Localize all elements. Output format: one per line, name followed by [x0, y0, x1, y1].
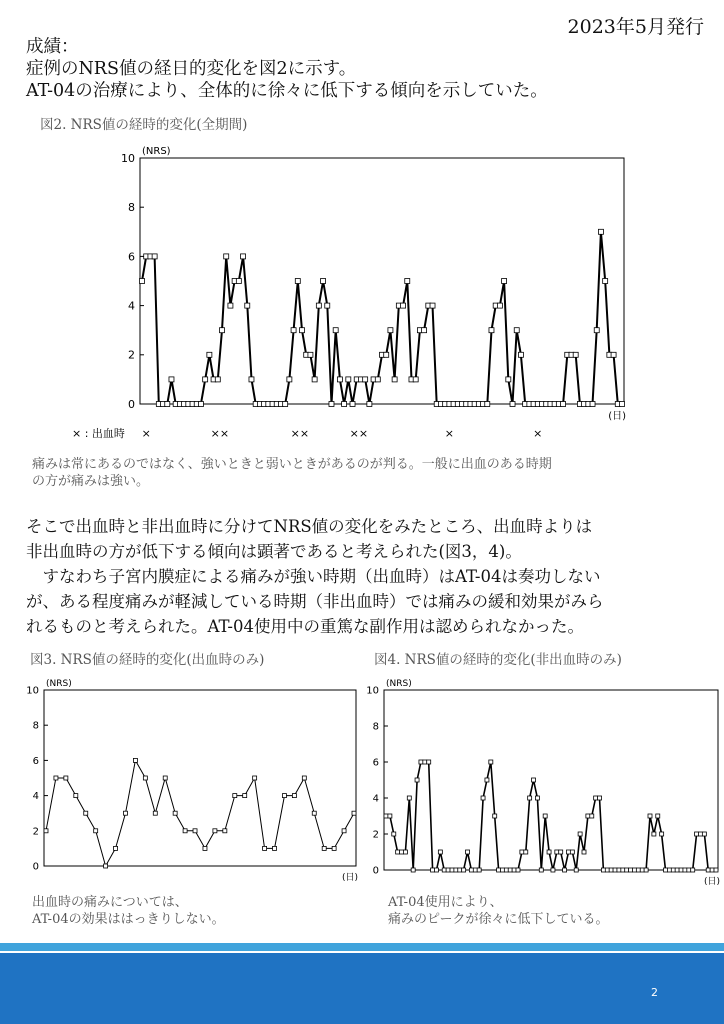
fig4-data-point	[516, 868, 520, 872]
fig3-note	[32, 894, 225, 928]
fig4-data-point	[598, 796, 602, 800]
fig2-data-point	[140, 279, 145, 284]
fig4-data-point	[407, 796, 411, 800]
fig4-data-point	[520, 850, 524, 854]
fig4-data-point	[559, 850, 563, 854]
fig2-data-point	[245, 303, 250, 308]
fig2-data-point	[598, 229, 603, 234]
fig4-data-point	[706, 868, 710, 872]
fig2-note-line: 痛みは常にあるのではなく、強いときと弱いときがあるのが判る。一般に出血のある時期	[32, 457, 552, 472]
fig2-data-point	[594, 328, 599, 333]
fig4-data-point	[450, 868, 454, 872]
fig2-data-point	[169, 377, 174, 382]
fig2-data-point	[413, 377, 418, 382]
fig3-data-point	[213, 829, 217, 833]
fig2-data-point	[489, 328, 494, 333]
fig4-data-point	[388, 814, 392, 818]
fig2-data-point	[350, 402, 355, 407]
fig3-data-point	[342, 829, 346, 833]
fig3-y-tick-label: 6	[32, 755, 39, 767]
fig4-title: 図4. NRS値の経時的変化(非出血時のみ)	[374, 652, 622, 668]
fig2-data-point	[506, 377, 511, 382]
results-heading: 成績：	[26, 37, 79, 57]
fig3-data-point	[292, 794, 296, 798]
fig4-data-point	[714, 868, 718, 872]
fig3-series-line	[46, 760, 354, 866]
fig2-data-point	[291, 328, 296, 333]
fig4-data-point	[508, 868, 512, 872]
fig3-data-point	[173, 811, 177, 815]
fig4-data-point	[667, 868, 671, 872]
fig3-data-point	[282, 794, 286, 798]
body-paragraph-line: れるものと考えられた。AT-04使用中の重篤な副作用は認められなかった。	[26, 617, 584, 636]
body-paragraph-line: そこで出血時と非出血時に分けてNRS値の変化をみたところ、出血時よりは	[26, 517, 593, 536]
bleeding-day-marker: ××	[210, 427, 230, 440]
fig4-data-point	[563, 868, 567, 872]
fig3-data-point	[352, 811, 356, 815]
fig2-data-point	[485, 402, 490, 407]
fig2-data-point	[367, 402, 372, 407]
fig2-note	[32, 456, 712, 490]
fig4-y-tick-label: 4	[372, 793, 379, 805]
intro-text	[26, 36, 548, 102]
fig4-data-point	[497, 868, 501, 872]
fig2-y-tick-label: 2	[128, 348, 135, 362]
footer-accent-line	[0, 943, 724, 951]
fig2-y-tick-label: 6	[128, 250, 135, 264]
fig4-data-point	[415, 778, 419, 782]
fig2-data-point	[236, 279, 241, 284]
fig4-data-point	[454, 868, 458, 872]
fig2-data-point	[203, 377, 208, 382]
fig2-data-point	[224, 254, 229, 259]
fig4-data-point	[566, 850, 570, 854]
bleeding-day-marker: ×	[533, 427, 543, 440]
fig4-data-point	[543, 814, 547, 818]
fig4-data-point	[512, 868, 516, 872]
fig4-data-point	[524, 850, 528, 854]
fig3-data-point	[54, 776, 58, 780]
fig2-y-tick-label: 4	[128, 299, 135, 313]
fig2-y-axis-label: (NRS)	[142, 146, 171, 157]
fig4-y-tick-label: 10	[366, 685, 379, 697]
fig2-data-point	[620, 402, 625, 407]
fig2-data-point	[152, 254, 157, 259]
fig2-data-point	[384, 352, 389, 357]
fig4-data-point	[578, 832, 582, 836]
page-number: 2	[651, 986, 658, 999]
fig4-data-point	[570, 850, 574, 854]
fig4-data-point	[698, 832, 702, 836]
fig4-data-point	[539, 868, 543, 872]
fig2-data-point	[316, 303, 321, 308]
fig4-x-axis-label: (日)	[703, 877, 720, 887]
fig3-data-point	[193, 829, 197, 833]
fig4-data-point	[485, 778, 489, 782]
fig4-data-point	[656, 814, 660, 818]
fig2-data-point	[321, 279, 326, 284]
fig2-data-point	[430, 303, 435, 308]
fig2-data-point	[337, 377, 342, 382]
fig4-data-point	[652, 832, 656, 836]
fig3-y-tick-label: 0	[32, 861, 39, 873]
fig2-plot-frame	[140, 158, 624, 404]
fig4-data-point	[489, 760, 493, 764]
fig3-data-point	[223, 829, 227, 833]
fig3-y-tick-label: 2	[32, 826, 39, 838]
fig2-data-point	[510, 402, 515, 407]
fig3-data-point	[302, 776, 306, 780]
fig4-data-point	[462, 868, 466, 872]
fig4-data-point	[586, 814, 590, 818]
bleeding-day-marker: ×	[444, 427, 454, 440]
fig4-data-point	[504, 868, 508, 872]
fig4-data-point	[442, 868, 446, 872]
fig4-chart	[364, 672, 724, 892]
fig4-data-point	[710, 868, 714, 872]
fig3-data-point	[332, 846, 336, 850]
fig4-data-point	[695, 832, 699, 836]
fig4-data-point	[582, 850, 586, 854]
fig2-data-point	[207, 352, 212, 357]
fig3-data-point	[273, 846, 277, 850]
fig4-data-point	[625, 868, 629, 872]
fig3-data-point	[163, 776, 167, 780]
fig3-data-point	[94, 829, 98, 833]
body-text	[26, 514, 706, 639]
fig4-data-point	[664, 868, 668, 872]
fig4-y-tick-label: 8	[372, 721, 379, 733]
fig2-data-point	[375, 377, 380, 382]
bleeding-day-marker: ×	[141, 427, 151, 440]
fig4-note-line: AT-04使用により、	[388, 895, 503, 910]
fig4-data-point	[621, 868, 625, 872]
fig2-data-point	[241, 254, 246, 259]
fig4-y-axis-label: (NRS)	[386, 679, 412, 689]
fig3-data-point	[243, 794, 247, 798]
fig4-data-point	[458, 868, 462, 872]
fig3-data-point	[203, 846, 207, 850]
fig4-note-line: 痛みのピークが徐々に低下している。	[388, 912, 609, 927]
fig2-data-point	[561, 402, 566, 407]
fig2-data-point	[300, 328, 305, 333]
fig3-data-point	[44, 829, 48, 833]
fig4-data-point	[400, 850, 404, 854]
fig4-plot-frame	[384, 690, 718, 870]
footer-bar	[0, 953, 724, 1024]
fig4-data-point	[594, 796, 598, 800]
fig2-chart	[0, 138, 724, 448]
fig2-data-point	[312, 377, 317, 382]
fig2-note-line: の方が痛みは強い。	[32, 474, 150, 489]
fig3-data-point	[64, 776, 68, 780]
fig4-data-point	[528, 796, 532, 800]
fig3-data-point	[183, 829, 187, 833]
fig2-data-point	[422, 328, 427, 333]
fig4-data-point	[431, 868, 435, 872]
fig2-data-point	[215, 377, 220, 382]
body-paragraph-line: が、ある程度痛みが軽減している時期（非出血時）では痛みの緩和効果がみら	[26, 592, 604, 611]
fig2-data-point	[603, 279, 608, 284]
body-paragraph-line: 非出血時の方が低下する傾向は顕著であると考えられた(図3，4)。	[26, 542, 522, 561]
fig4-data-point	[590, 814, 594, 818]
fig3-data-point	[233, 794, 237, 798]
fig3-x-axis-label: (日)	[341, 873, 358, 883]
fig3-y-tick-label: 4	[32, 791, 39, 803]
fig4-data-point	[384, 814, 388, 818]
fig4-data-point	[648, 814, 652, 818]
fig2-data-point	[287, 377, 292, 382]
fig3-data-point	[104, 864, 108, 868]
fig2-data-point	[590, 402, 595, 407]
fig4-data-point	[601, 868, 605, 872]
fig4-data-point	[660, 832, 664, 836]
fig2-data-point	[363, 377, 368, 382]
fig2-data-point	[497, 303, 502, 308]
fig4-data-point	[551, 868, 555, 872]
fig4-data-point	[438, 850, 442, 854]
fig2-y-tick-label: 0	[128, 397, 135, 411]
fig4-data-point	[613, 868, 617, 872]
fig2-data-point	[325, 303, 330, 308]
fig4-data-point	[671, 868, 675, 872]
fig3-data-point	[114, 846, 118, 850]
fig3-data-point	[74, 794, 78, 798]
fig2-data-point	[220, 328, 225, 333]
fig3-note-line: 出血時の痛みについては、	[32, 895, 188, 910]
fig2-data-point	[249, 377, 254, 382]
fig4-data-point	[609, 868, 613, 872]
fig4-data-point	[640, 868, 644, 872]
fig4-data-point	[547, 850, 551, 854]
fig2-data-point	[392, 377, 397, 382]
fig4-data-point	[687, 868, 691, 872]
fig4-note	[388, 894, 608, 928]
fig2-data-point	[342, 402, 347, 407]
fig4-data-point	[605, 868, 609, 872]
fig3-data-point	[133, 758, 137, 762]
fig2-data-point	[573, 352, 578, 357]
fig3-note-line: AT-04の効果ははっきりしない。	[32, 912, 225, 927]
fig4-data-point	[392, 832, 396, 836]
fig4-data-point	[532, 778, 536, 782]
fig4-data-point	[423, 760, 427, 764]
fig2-data-point	[228, 303, 233, 308]
fig4-data-point	[683, 868, 687, 872]
fig2-y-tick-label: 10	[121, 151, 135, 165]
bleeding-day-marker: ××	[290, 427, 310, 440]
fig4-data-point	[555, 850, 559, 854]
fig4-data-point	[419, 760, 423, 764]
fig2-data-point	[346, 377, 351, 382]
fig4-data-point	[473, 868, 477, 872]
intro-line: 症例のNRS値の経日的変化を図2に示す。	[26, 59, 357, 79]
fig2-title: 図2. NRS値の経時的変化(全期間)	[40, 117, 248, 133]
fig2-data-point	[198, 402, 203, 407]
fig2-data-point	[514, 328, 519, 333]
fig2-data-point	[308, 352, 313, 357]
fig4-data-point	[644, 868, 648, 872]
fig4-data-point	[411, 868, 415, 872]
fig4-data-point	[477, 868, 481, 872]
fig2-data-point	[283, 402, 288, 407]
fig4-y-tick-label: 0	[372, 865, 379, 877]
fig4-data-point	[481, 796, 485, 800]
fig4-data-point	[629, 868, 633, 872]
fig4-data-point	[535, 796, 539, 800]
fig3-data-point	[263, 846, 267, 850]
fig2-data-point	[518, 352, 523, 357]
fig3-title: 図3. NRS値の経時的変化(出血時のみ)	[30, 652, 265, 668]
fig4-y-tick-label: 6	[372, 757, 379, 769]
fig4-data-point	[434, 868, 438, 872]
fig2-data-point	[329, 402, 334, 407]
fig4-data-point	[427, 760, 431, 764]
fig3-data-point	[322, 846, 326, 850]
fig3-data-point	[312, 811, 316, 815]
fig3-y-tick-label: 10	[26, 685, 39, 697]
fig2-data-point	[405, 279, 410, 284]
fig3-data-point	[143, 776, 147, 780]
fig4-data-point	[493, 814, 497, 818]
fig2-data-point	[611, 352, 616, 357]
fig4-data-point	[679, 868, 683, 872]
fig4-data-point	[617, 868, 621, 872]
fig4-data-point	[500, 868, 504, 872]
fig4-data-point	[466, 850, 470, 854]
body-paragraph-line: すなわち子宮内膜症による痛みが強い時期（出血時）はAT-04は奏功しない	[42, 567, 601, 586]
fig3-data-point	[123, 811, 127, 815]
fig4-data-point	[632, 868, 636, 872]
fig2-data-point	[388, 328, 393, 333]
bleeding-day-marker: ××	[349, 427, 369, 440]
fig4-data-point	[574, 868, 578, 872]
fig4-data-point	[636, 868, 640, 872]
fig3-data-point	[84, 811, 88, 815]
fig4-y-tick-label: 2	[372, 829, 379, 841]
fig2-data-point	[333, 328, 338, 333]
fig2-data-point	[401, 303, 406, 308]
intro-line: AT-04の治療により、全体的に徐々に低下する傾向を示していた。	[26, 81, 548, 101]
fig2-y-tick-label: 8	[128, 201, 135, 215]
fig2-data-point	[165, 402, 170, 407]
fig3-chart	[0, 672, 364, 892]
issue-date: 2023年5月発行	[567, 16, 704, 38]
fig3-data-point	[253, 776, 257, 780]
bleeding-legend-label: × : 出血時	[72, 427, 125, 440]
fig3-data-point	[153, 811, 157, 815]
fig3-y-tick-label: 8	[32, 720, 39, 732]
fig2-data-point	[295, 279, 300, 284]
fig4-data-point	[691, 868, 695, 872]
fig4-data-point	[403, 850, 407, 854]
fig2-data-point	[502, 279, 507, 284]
fig3-y-axis-label: (NRS)	[46, 679, 72, 689]
fig4-data-point	[675, 868, 679, 872]
fig4-data-point	[396, 850, 400, 854]
fig4-data-point	[469, 868, 473, 872]
fig4-data-point	[446, 868, 450, 872]
fig2-x-axis-label: (日)	[608, 411, 626, 422]
fig4-data-point	[702, 832, 706, 836]
